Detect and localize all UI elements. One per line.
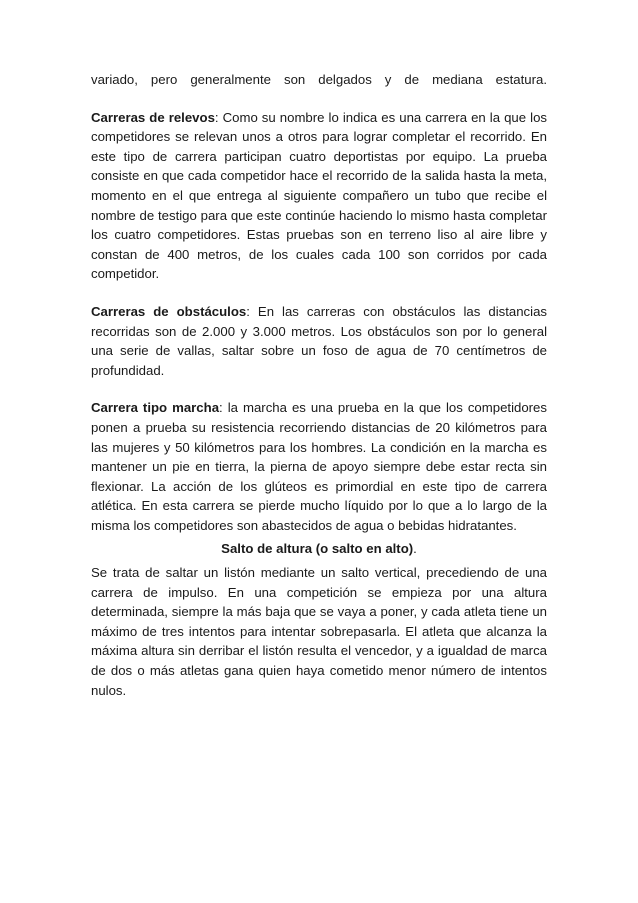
spacer (91, 380, 547, 398)
section-body-obstaculos: : En las carreras con obstáculos las distancias recorridas son de 2.000 y 3.000 metros. Los obstáculos son por lo general una serie de vallas, saltar sobre un foso de agua de 70 centímetros de profundidad. (91, 303, 547, 378)
section-marcha (91, 398, 547, 535)
section-heading-obstaculos: Carreras de obstáculos (91, 303, 247, 319)
section-body-marcha: : la marcha es una prueba en la que los competidores ponen a prueba su resistencia recorriendo distancias de 20 kilómetros para las mujeres y 50 kilómetros para los hombres. La condición en la marcha es mantener un pie en tierra, la pierna de apoyo siempre debe estar recta sin flexionar. La acción de los glúteos es primordial en este tipo de carrera atlética. En esta carrera se pierde mucho líquido por lo que a lo largo de la misma los competidores son abastecidos de agua o bebidas hidratantes. (91, 400, 547, 533)
subtitle-suffix: . (413, 541, 417, 557)
document-body (91, 70, 547, 700)
spacer (91, 284, 547, 302)
section-relevos (91, 108, 547, 284)
subtitle-salto (91, 539, 547, 559)
spacer (91, 90, 547, 108)
section-heading-relevos: Carreras de relevos (91, 109, 215, 125)
closing-paragraph: Se trata de saltar un listón mediante un salto vertical, precediendo de una carrera de impulso. En una competición se empieza por una altura determinada, siempre la más baja que se vaya a poner, y cada atleta tiene un máximo de tres intentos para intentar sobrepasarla. El atleta que alcanza la máxima altura sin derribar el listón resulta el vencedor, y a igualdad de marca de dos o más atletas gana quien haya cometido menor número de intentos nulos. (91, 565, 547, 698)
subtitle-heading: Salto de altura (o salto en alto) (221, 541, 414, 557)
section-heading-marcha: Carrera tipo marcha (91, 400, 220, 416)
intro-line: variado, pero generalmente son delgados y de mediana estatura. (91, 72, 547, 87)
section-body-relevos: : Como su nombre lo indica es una carrera en la que los competidores se relevan unos a otros para lograr completar el recorrido. En este tipo de carrera participan cuatro deportistas por equipo. La prueba consiste en que cada competidor hace el recorrido de la salida hasta la meta, momento en el que entrega al siguiente compañero un tubo que recibe el nombre de testigo para que este continúe haciendo lo mismo hasta completar los cuatro competidores. Estas pruebas son en terreno liso al aire libre y constan de 400 metros, de los cuales cada 100 son corridos por cada competidor. (91, 109, 547, 282)
section-obstaculos (91, 302, 547, 380)
